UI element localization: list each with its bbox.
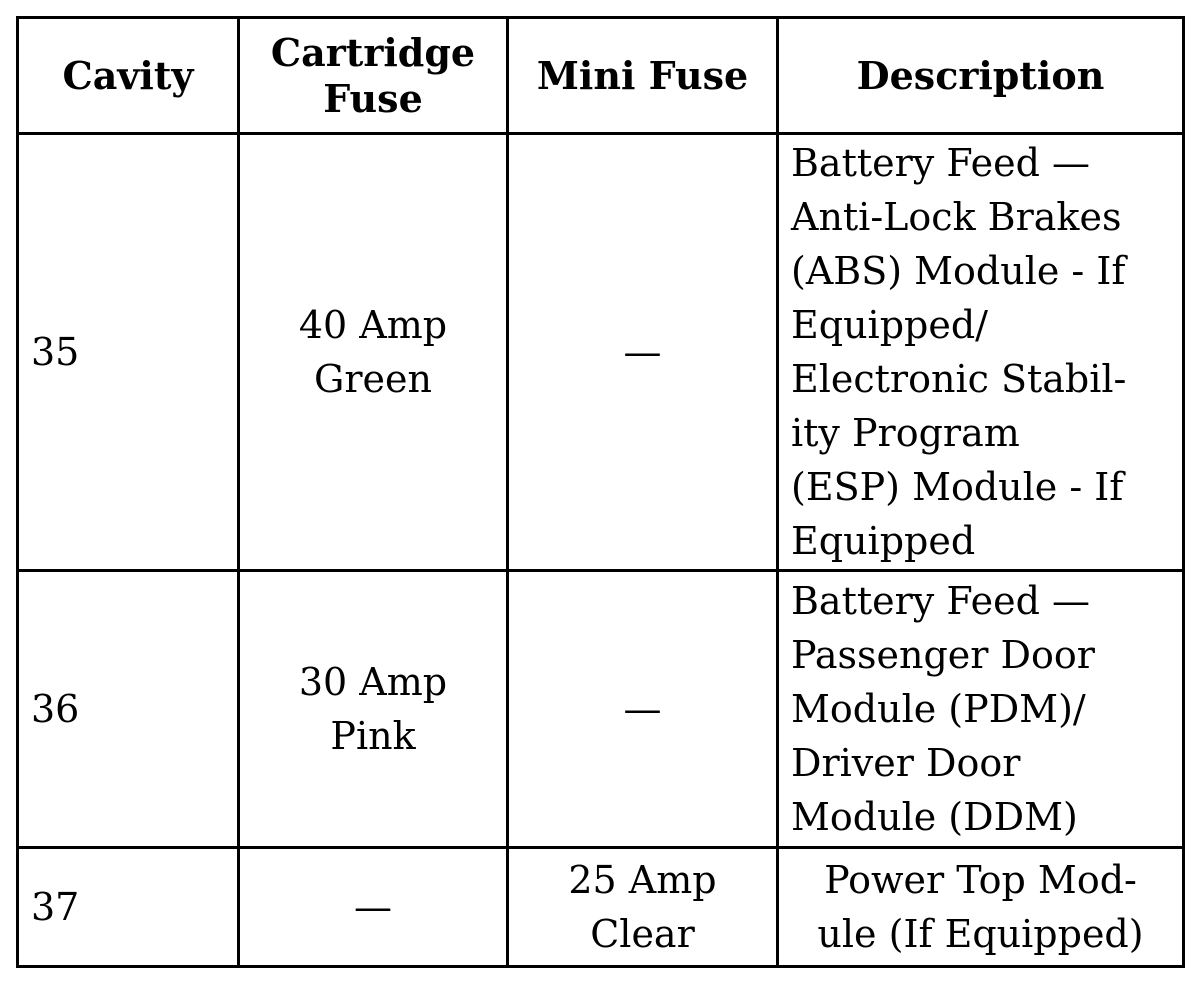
cell-line: Clear (590, 912, 695, 956)
table-row (18, 848, 1184, 967)
mini-fuse-cell (508, 571, 778, 848)
description-cell (778, 134, 1184, 571)
table-row (18, 571, 1184, 848)
description-line: Equipped/ (791, 303, 988, 347)
description-line: Module (DDM) (791, 795, 1078, 839)
header-cartridge-fuse (239, 18, 508, 134)
cartridge-fuse-cell (239, 571, 508, 848)
cell-line: Green (314, 357, 432, 401)
cell-line: — (623, 687, 662, 731)
cavity-cell: 35 (18, 134, 239, 571)
cavity-cell: 37 (18, 848, 239, 967)
cell-line: — (354, 885, 392, 929)
header-cartridge-line: Cartridge (270, 29, 476, 75)
description-line: Driver Door (791, 741, 1021, 785)
cell-line: Pink (330, 714, 416, 758)
mini-fuse-cell (508, 134, 778, 571)
description-line: Anti-Lock Brakes (791, 195, 1122, 239)
fuse-table (16, 16, 1185, 968)
header-mini-fuse: Mini Fuse (508, 18, 778, 134)
cell-line: 25 Amp (568, 858, 717, 902)
description-cell (778, 571, 1184, 848)
description-line: (ABS) Module - If (791, 249, 1126, 293)
cartridge-fuse-cell (239, 848, 508, 967)
description-line: Battery Feed — (791, 141, 1090, 185)
description-cell (778, 848, 1184, 967)
header-description: Description (778, 18, 1184, 134)
description-line: Equipped (791, 519, 976, 563)
header-row (18, 18, 1184, 134)
description-line: Battery Feed — (791, 579, 1090, 623)
table-row (18, 134, 1184, 571)
description-line: Electronic Stabil- (791, 357, 1127, 401)
cavity-cell: 36 (18, 571, 239, 848)
cell-line: 40 Amp (298, 303, 448, 347)
description-line: Passenger Door (791, 633, 1095, 677)
cell-line: — (623, 330, 662, 374)
description-line: (ESP) Module - If (791, 465, 1124, 509)
description-line: ule (If Equipped) (817, 912, 1144, 956)
header-cartridge-line: Fuse (323, 75, 423, 121)
description-line: Power Top Mod- (824, 858, 1137, 902)
header-cavity: Cavity (18, 18, 239, 134)
description-line: ity Program (791, 411, 1020, 455)
description-line: Module (PDM)/ (791, 687, 1086, 731)
cell-line: 30 Amp (298, 660, 448, 704)
mini-fuse-cell (508, 848, 778, 967)
cartridge-fuse-cell (239, 134, 508, 571)
